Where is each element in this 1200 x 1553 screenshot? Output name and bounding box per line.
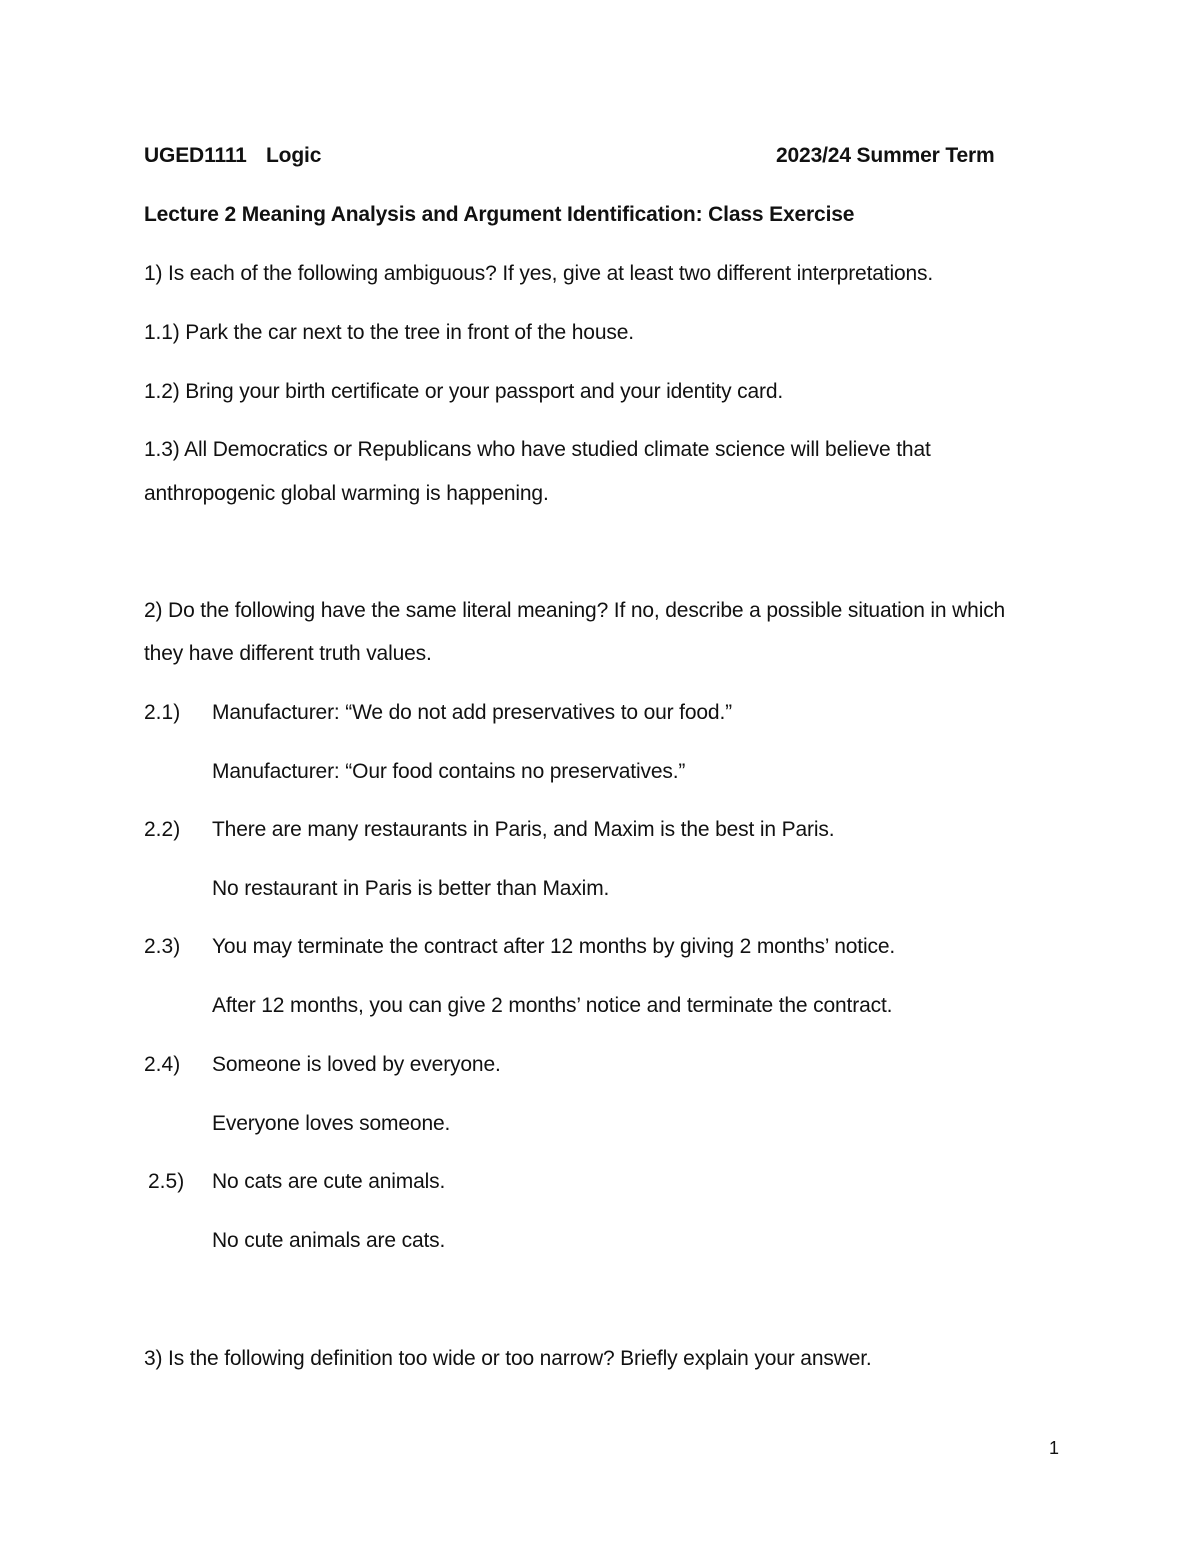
q2-prompt-line1: 2) Do the following have the same literal meaning? If no, describe a possible situation in which [144, 599, 1006, 622]
q2-item-label: 2.2) [144, 818, 181, 841]
q1-item-label: 1.2) [144, 380, 180, 403]
document-title: Lecture 2 Meaning Analysis and Argument Identification: Class Exercise [144, 203, 855, 226]
q2-statement-a: Manufacturer: “We do not add preservatives to our food.” [212, 701, 732, 724]
q2-statement-b: Everyone loves someone. [212, 1112, 451, 1135]
q1-item-text: Bring your birth certificate or your passport and your identity card. [185, 380, 784, 403]
page-number: 1 [1049, 1438, 1060, 1458]
q2-statement-a: Someone is loved by everyone. [212, 1053, 501, 1076]
q2-statement-b: No cute animals are cats. [212, 1229, 446, 1252]
q2-statement-b: After 12 months, you can give 2 months’ notice and terminate the contract. [212, 994, 893, 1017]
q1-item [144, 319, 634, 347]
q1-item-label: 1.3) [144, 438, 180, 461]
q2-item-label: 2.5) [148, 1170, 185, 1193]
q1-prompt: 1) Is each of the following ambiguous? If yes, give at least two different interpretations. [144, 262, 934, 285]
q2-item-label: 2.3) [144, 935, 181, 958]
q2-item-label: 2.1) [144, 701, 181, 724]
q2-statement-a: No cats are cute animals. [212, 1170, 446, 1193]
q2-statement-a: There are many restaurants in Paris, and Maxim is the best in Paris. [212, 818, 835, 841]
q1-item [144, 436, 931, 464]
term: 2023/24 Summer Term [776, 144, 995, 167]
course-code: UGED1111 [144, 144, 247, 167]
q2-statement-b: Manufacturer: “Our food contains no preservatives.” [212, 760, 686, 783]
q2-item-label: 2.4) [144, 1053, 181, 1076]
q2-statement-a: You may terminate the contract after 12 months by giving 2 months’ notice. [212, 935, 896, 958]
q1-item-text: All Democratics or Republicans who have studied climate science will believe that [184, 438, 931, 461]
q2-prompt-line2: they have different truth values. [144, 642, 432, 665]
q1-item [144, 378, 783, 406]
q1-item-text: Park the car next to the tree in front of the house. [185, 321, 634, 344]
q3-prompt: 3) Is the following definition too wide or too narrow? Briefly explain your answer. [144, 1347, 872, 1370]
q2-statement-b: No restaurant in Paris is better than Maxim. [212, 877, 610, 900]
course-name: Logic [266, 144, 322, 167]
q1-item-continuation: anthropogenic global warming is happening. [144, 482, 549, 505]
q1-item-label: 1.1) [144, 321, 180, 344]
